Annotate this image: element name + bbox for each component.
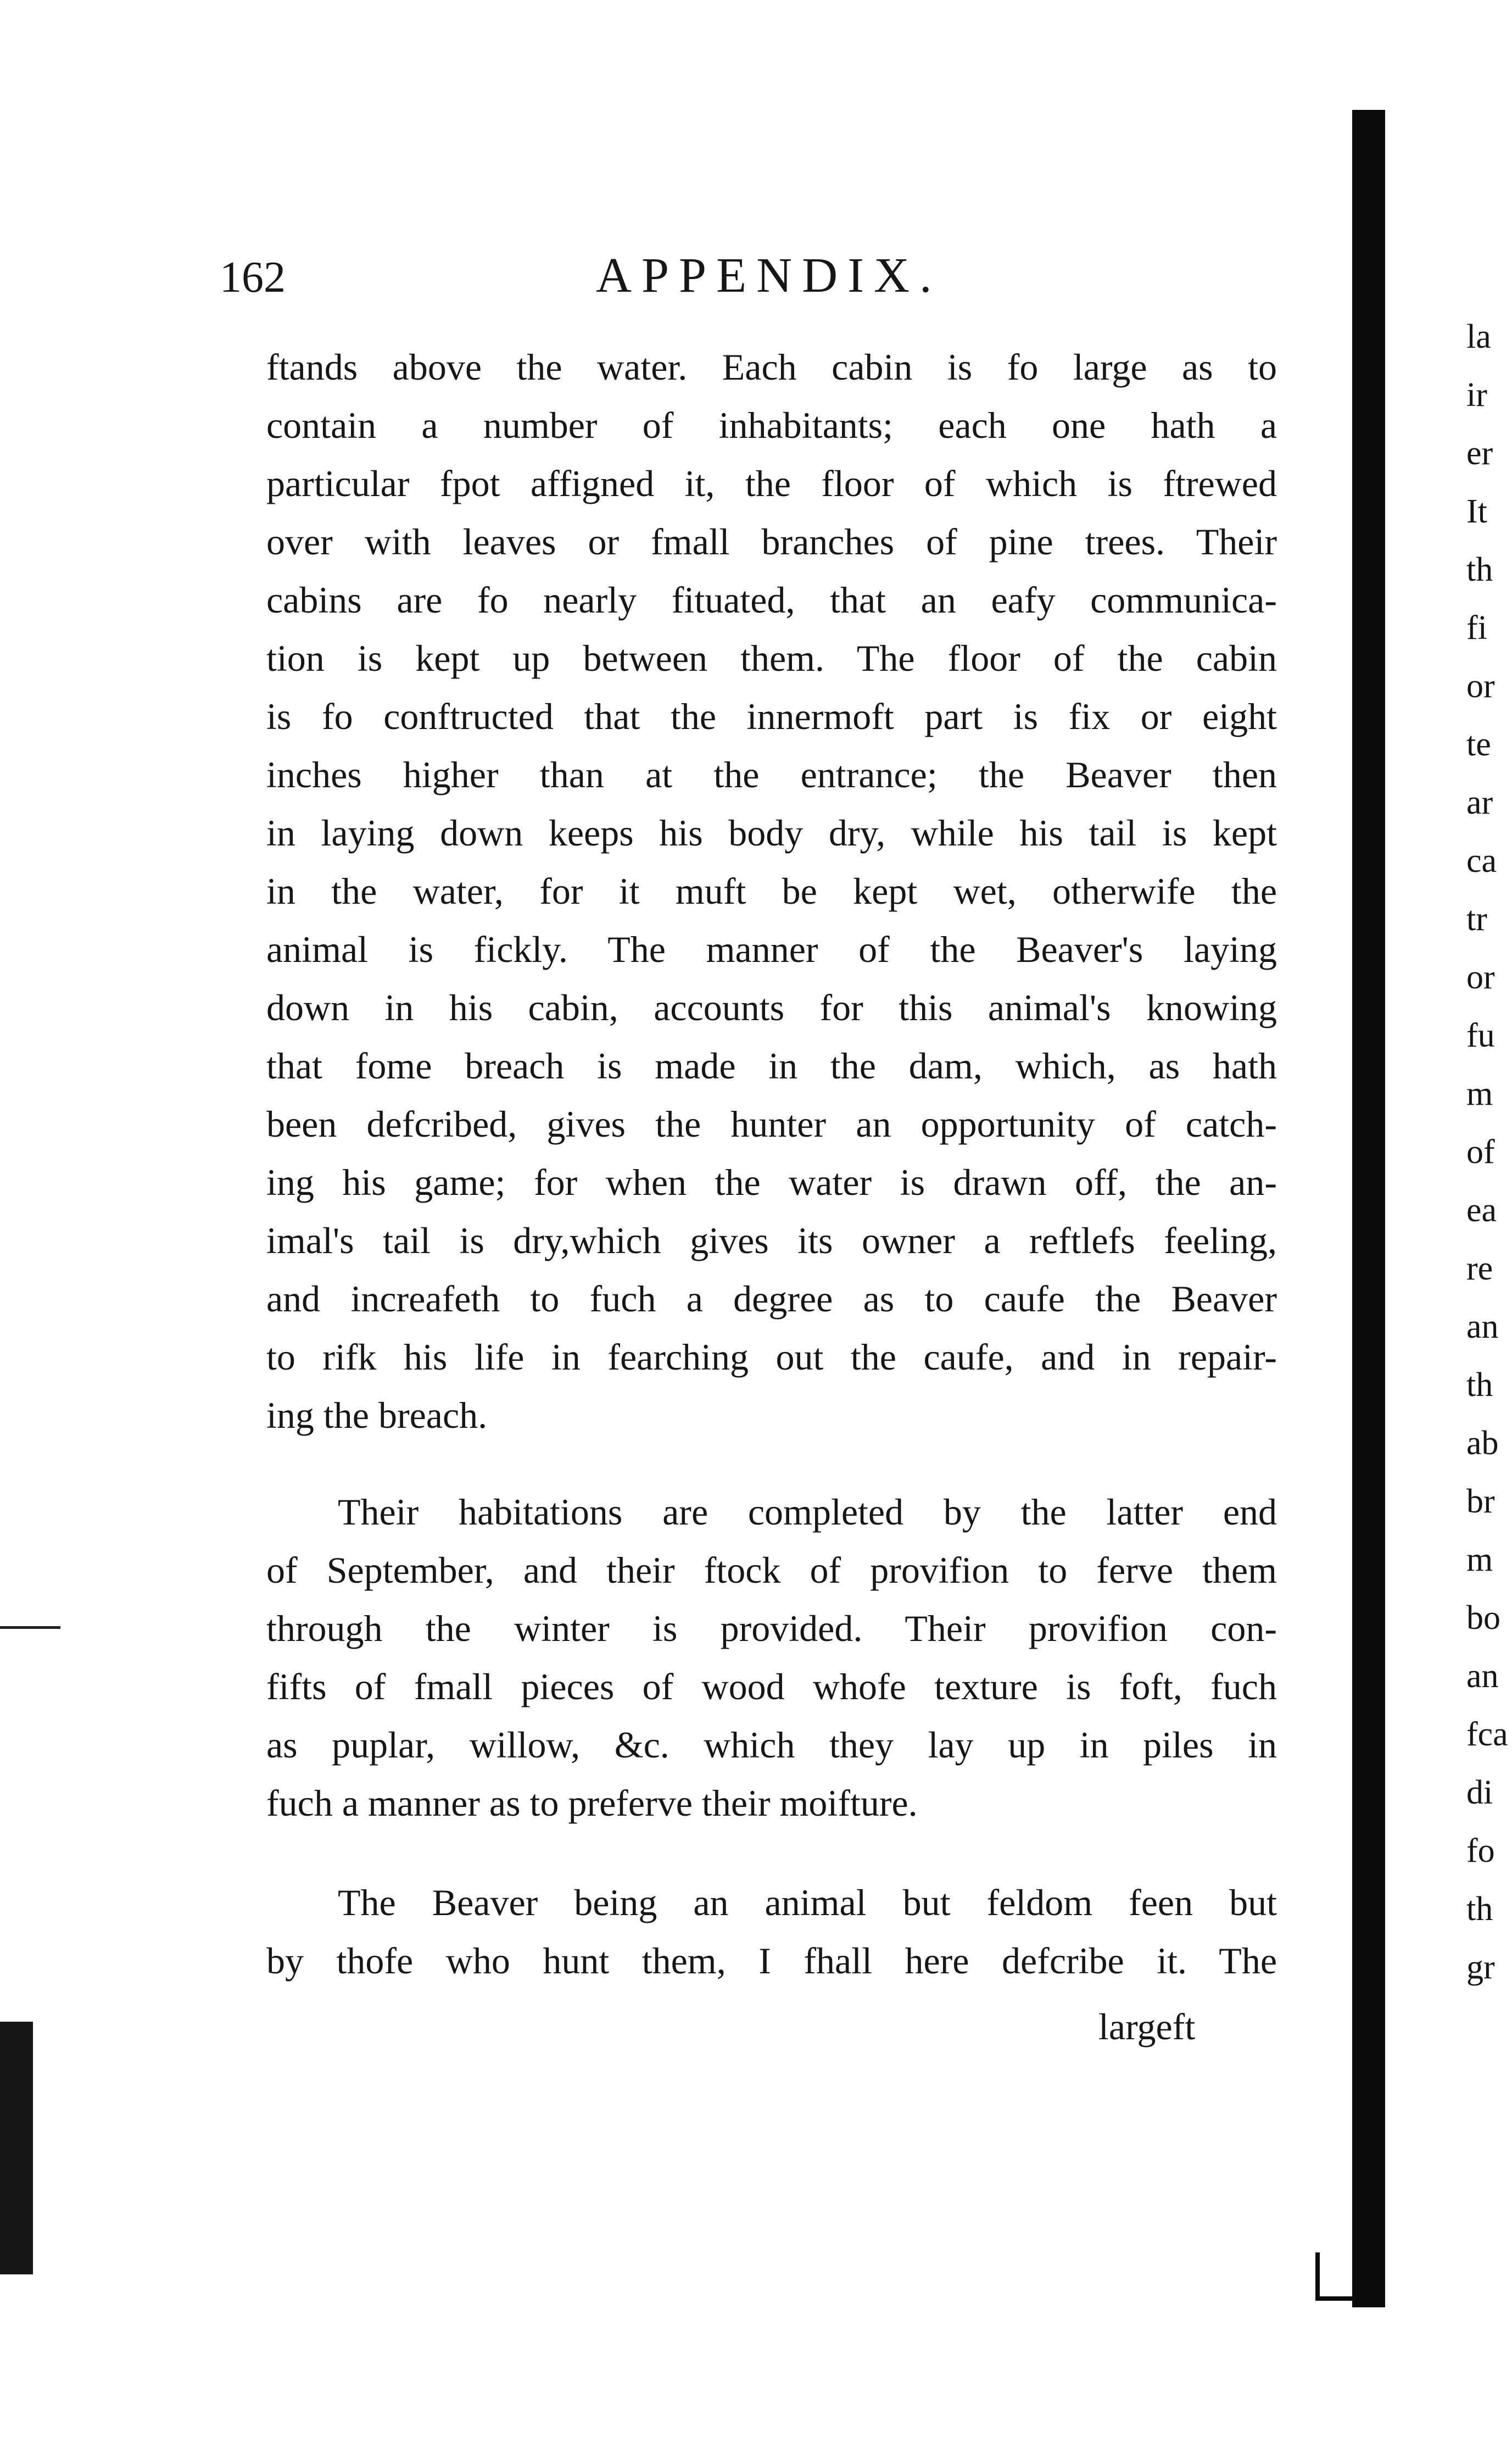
text-line: fuch a manner as to preferve their moifture. [266,1782,918,1824]
paragraph-3 [266,1873,1277,1990]
facing-page-text: fo [1466,1832,1495,1870]
text-line: The Beaver being an animal but feldom feen but [338,1882,1277,1923]
page-body [266,338,1277,2056]
facing-page-text: an [1466,1657,1499,1695]
facing-page-text: of [1466,1133,1495,1171]
text-line: been defcribed, gives the hunter an opportunity of catch- [266,1103,1277,1145]
paragraph-1 [266,338,1277,1444]
page-number: 162 [220,253,286,302]
facing-page-text: ea [1466,1192,1497,1229]
facing-page-text: fi [1466,609,1487,647]
margin-rule [0,1626,60,1629]
catchword: largeft [1098,2006,1196,2047]
text-line: ing his game; for when the water is drawn off, the an- [266,1161,1277,1203]
facing-page-text: It [1466,493,1487,530]
text-line: tion is kept up between them. The floor of the cabin [266,637,1277,679]
text-line: ftands above the water. Each cabin is fo large as to [266,346,1277,388]
facing-page-text: tr [1466,900,1487,938]
text-line: to rifk his life in fearching out the caufe, and in repair- [266,1336,1277,1378]
facing-page-text: fca [1466,1716,1508,1753]
facing-page-text: te [1466,726,1491,763]
text-line: inches higher than at the entrance; the Beaver then [266,754,1277,795]
facing-page-text: m [1466,1541,1493,1578]
paragraph-2 [266,1483,1277,1832]
text-line: down in his cabin, accounts for this animal's knowing [266,987,1277,1028]
facing-page-text: ar [1466,784,1493,821]
facing-page-text: la [1466,318,1491,355]
facing-page-text: er [1466,435,1493,472]
gutter-shadow [1352,110,1385,2307]
text-line: contain a number of inhabitants; each one hath a [266,404,1277,446]
text-line: imal's tail is dry,which gives its owner a reftlefs feeling, [266,1220,1277,1261]
text-line: in laying down keeps his body dry, while his tail is kept [266,812,1277,854]
text-line: and increafeth to fuch a degree as to caufe the Beaver [266,1278,1277,1320]
text-line: particular fpot affigned it, the floor of which is ftrewed [266,463,1277,504]
facing-page-text: ab [1466,1425,1499,1462]
text-line: of September, and their ftock of provifion to ferve them [266,1549,1277,1591]
facing-page-text: gr [1466,1949,1495,1986]
facing-page-text: fu [1466,1017,1495,1054]
gutter-shadow-foot [1315,2252,1361,2301]
text-line: is fo conftructed that the innermoft part is fix or eight [266,696,1277,737]
facing-page-text: bo [1466,1599,1500,1637]
text-line: Their habitations are completed by the latter end [338,1491,1277,1533]
facing-page-text: br [1466,1483,1495,1520]
facing-page-fragment [1466,308,1512,1996]
facing-page-text: th [1466,1890,1493,1928]
facing-page-text: th [1466,1366,1493,1404]
page-header [0,242,1346,308]
facing-page-text: ca [1466,842,1497,880]
text-line: as puplar, willow, &c. which they lay up in piles in [266,1724,1277,1766]
text-line: fifts of fmall pieces of wood whofe texture is foft, fuch [266,1666,1277,1707]
facing-page-text: re [1466,1250,1493,1287]
running-title: APPENDIX. [596,248,942,303]
facing-page-text: or [1466,959,1495,996]
facing-page-text: or [1466,667,1495,705]
text-line: in the water, for it muft be kept wet, otherwife the [266,870,1277,912]
text-line: that fome breach is made in the dam, which, as hath [266,1045,1277,1087]
text-line: through the winter is provided. Their provifion con- [266,1607,1277,1649]
facing-page-text: di [1466,1774,1493,1811]
facing-page-text: m [1466,1075,1493,1112]
text-line: ing the breach. [266,1394,488,1436]
page-edge-shadow [0,2022,33,2274]
text-line: animal is fickly. The manner of the Beaver's laying [266,928,1277,970]
facing-page-text: ir [1466,376,1487,414]
text-line: over with leaves or fmall branches of pine trees. Their [266,521,1277,563]
text-line: by thofe who hunt them, I fhall here defcribe it. The [266,1940,1277,1982]
text-line: cabins are fo nearly fituated, that an eafy communica- [266,579,1277,621]
facing-page-text: th [1466,551,1493,588]
facing-page-text: an [1466,1308,1499,1345]
